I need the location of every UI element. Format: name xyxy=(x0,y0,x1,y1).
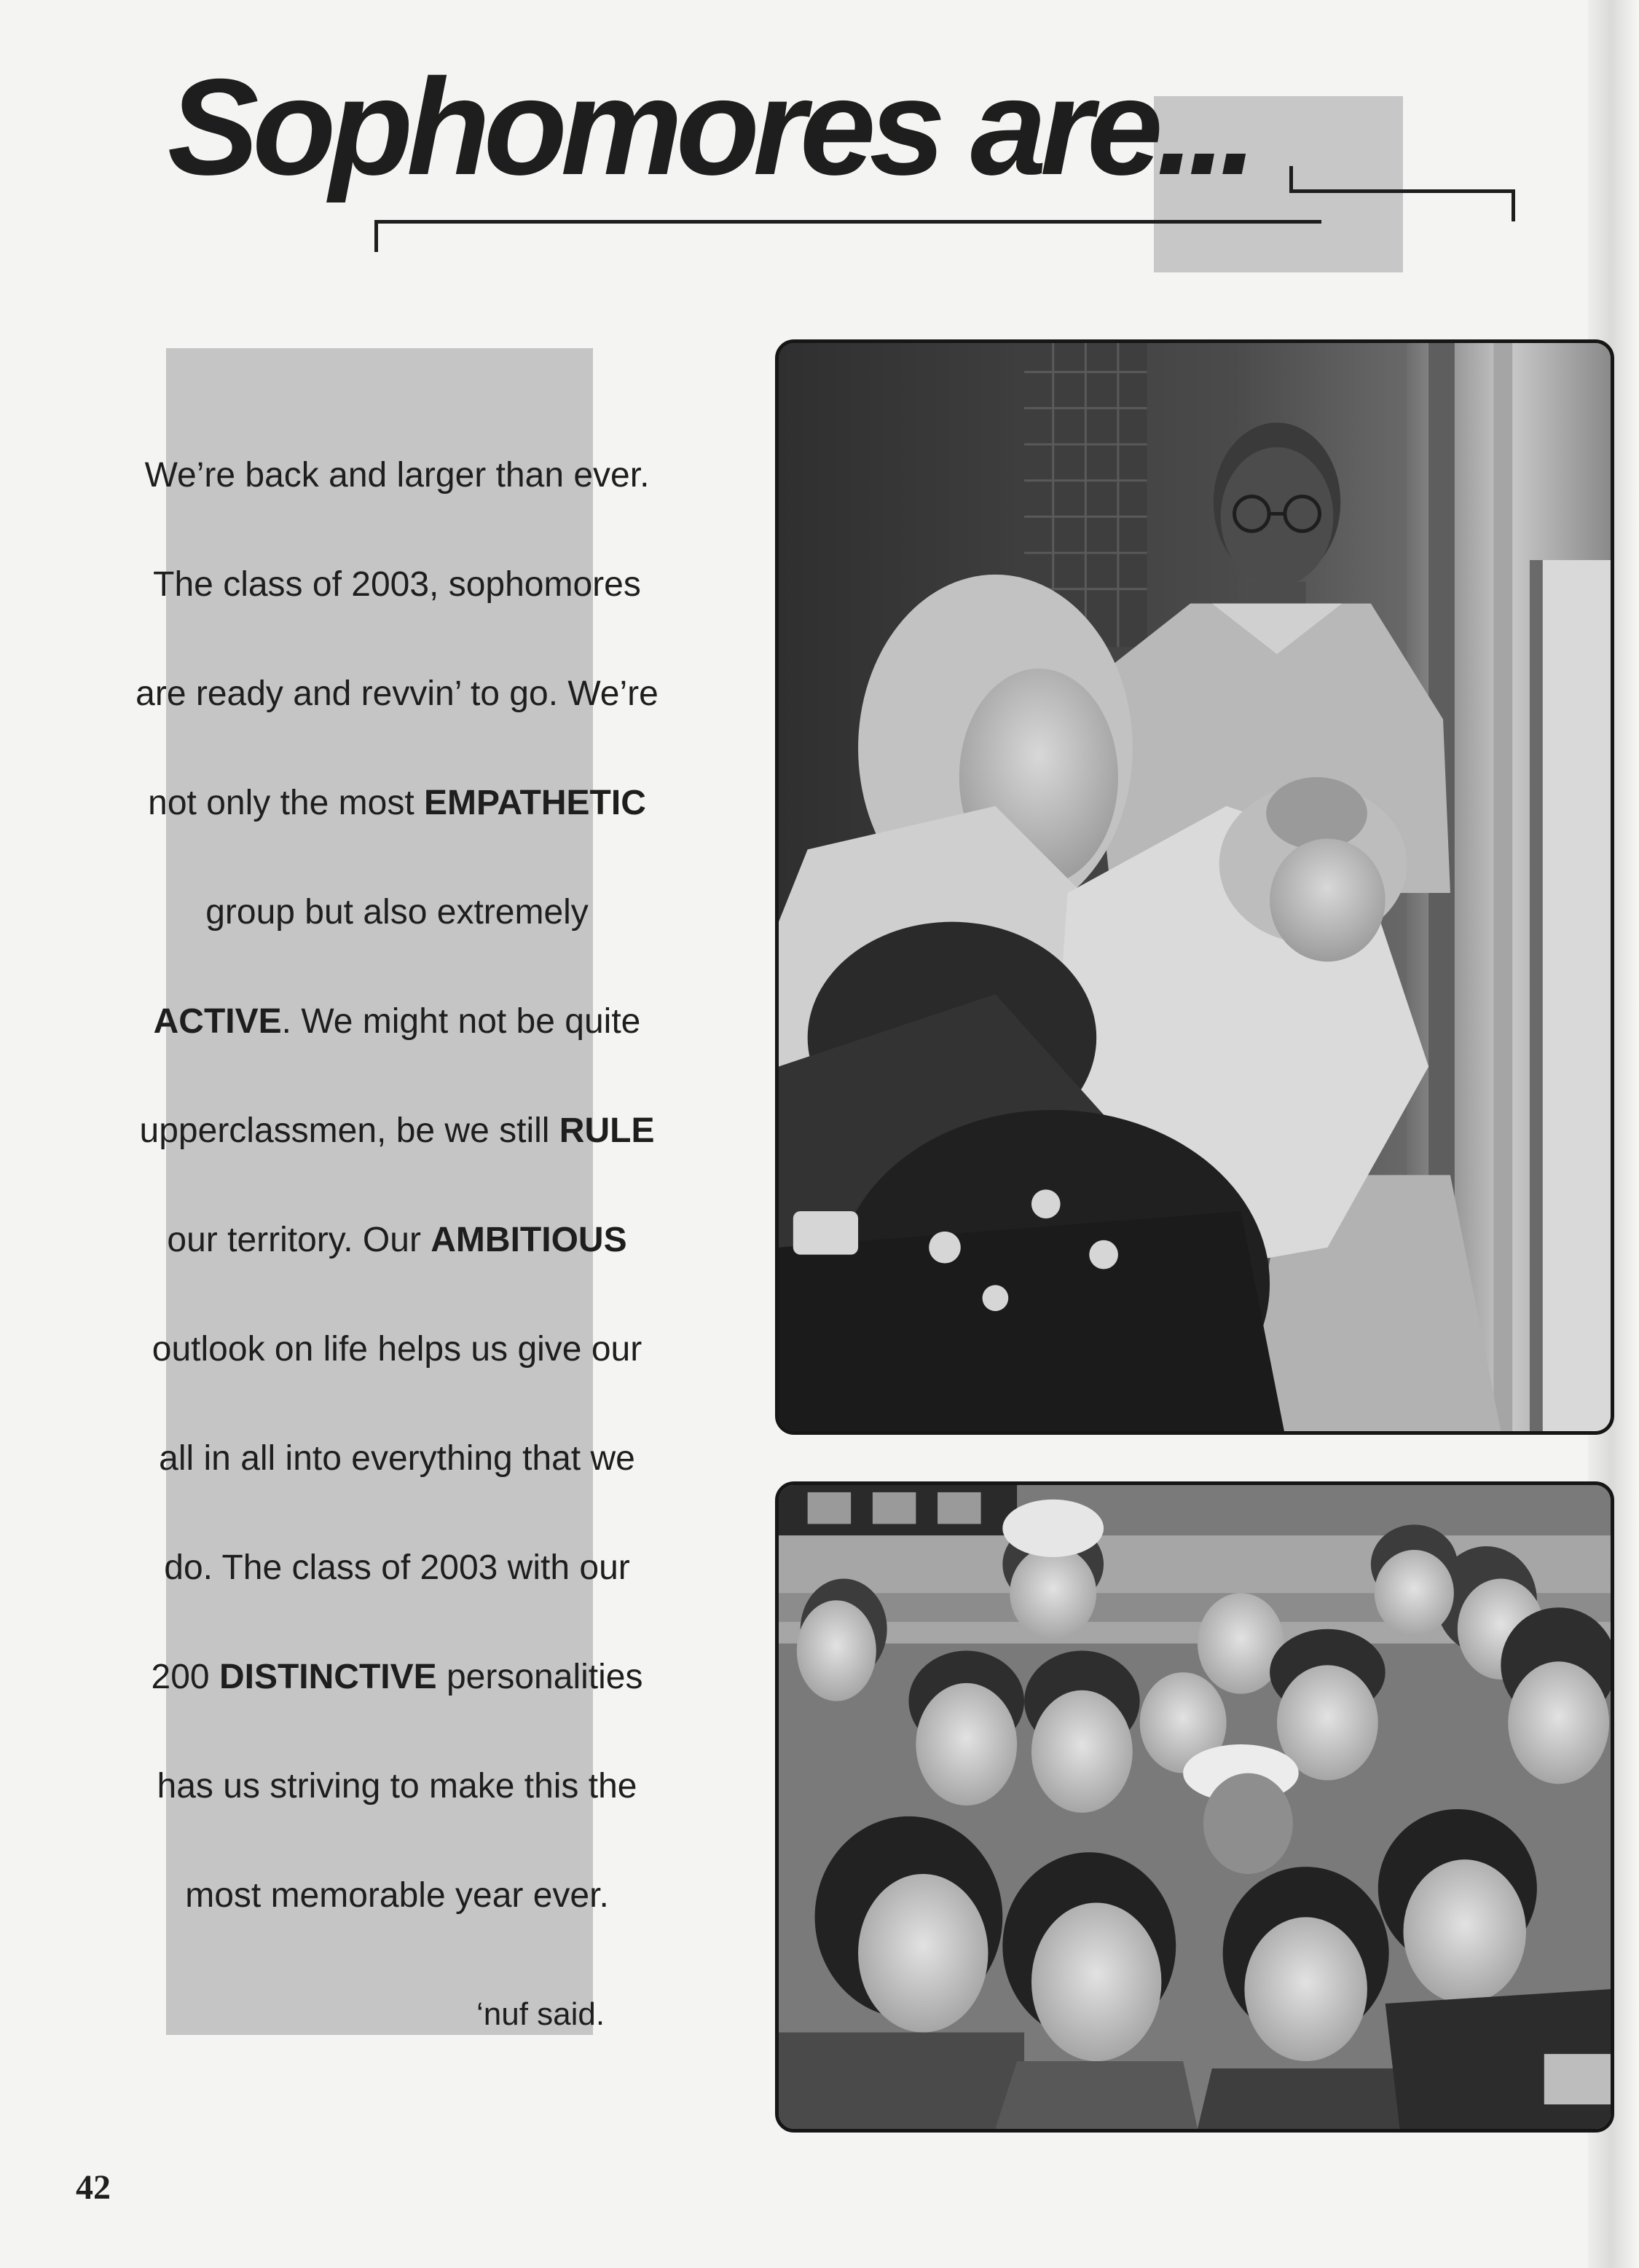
page-number: 42 xyxy=(76,2168,111,2207)
body-text-segment: group but also extremely xyxy=(205,893,589,932)
body-text-line xyxy=(69,450,725,559)
body-text-segment: do. The class of 2003 with our xyxy=(164,1548,630,1587)
body-text-line xyxy=(69,778,725,887)
body-text-line xyxy=(69,1106,725,1215)
title-underline-tick xyxy=(374,220,378,252)
emphasized-word: DISTINCTIVE xyxy=(219,1658,437,1696)
body-text-line xyxy=(69,1761,725,1870)
body-text-segment: has us striving to make this the xyxy=(157,1767,637,1806)
body-text-segment: upperclassmen, be we still xyxy=(139,1111,559,1150)
emphasized-word: EMPATHETIC xyxy=(424,784,646,822)
students-at-window-illustration xyxy=(779,343,1611,1431)
body-text-segment: our territory. Our xyxy=(167,1221,431,1259)
title-underline-rule xyxy=(374,220,1321,224)
body-text-line xyxy=(69,1215,725,1324)
body-text-segment: The class of 2003, sophomores xyxy=(153,565,641,604)
body-text-segment: all in all into everything that we xyxy=(159,1439,635,1478)
body-text-segment: outlook on life helps us give our xyxy=(152,1330,642,1369)
body-text-segment: most memorable year ever. xyxy=(185,1876,609,1915)
title-rule-small-tick xyxy=(1289,166,1293,192)
title-right-rule xyxy=(1289,189,1515,193)
title-block xyxy=(168,50,1552,291)
emphasized-word: AMBITIOUS xyxy=(431,1221,627,1259)
body-text-segment: We’re back and larger than ever. xyxy=(144,456,650,495)
students-at-window-photo xyxy=(775,339,1614,1435)
body-text-line xyxy=(69,996,725,1106)
body-text-line xyxy=(69,669,725,778)
body-text-line xyxy=(69,559,725,669)
emphasized-word: ACTIVE xyxy=(153,1002,282,1041)
title-right-rule-tick xyxy=(1512,189,1515,221)
page-title: Sophomores are... xyxy=(168,50,1251,203)
body-text-segment: not only the most xyxy=(148,784,424,822)
group-of-students-illustration xyxy=(779,1485,1611,2129)
body-text-segment: 200 xyxy=(151,1658,219,1696)
signoff-text: ‘nuf said. xyxy=(476,1996,605,2032)
body-text-line xyxy=(69,1324,725,1433)
body-text-line xyxy=(69,1652,725,1761)
body-text-segment: . We might not be quite xyxy=(281,1002,641,1041)
body-text-line xyxy=(69,1543,725,1652)
body-text-line xyxy=(69,1433,725,1543)
body-text-line xyxy=(69,1870,725,1980)
body-text-line xyxy=(69,887,725,996)
emphasized-word: RULE xyxy=(559,1111,655,1150)
body-text-segment: are ready and revvin’ to go. We’re xyxy=(135,674,659,713)
body-text-column xyxy=(69,450,725,1980)
body-text-segment: personalities xyxy=(436,1658,643,1696)
group-of-smiling-students-photo xyxy=(775,1481,1614,2133)
